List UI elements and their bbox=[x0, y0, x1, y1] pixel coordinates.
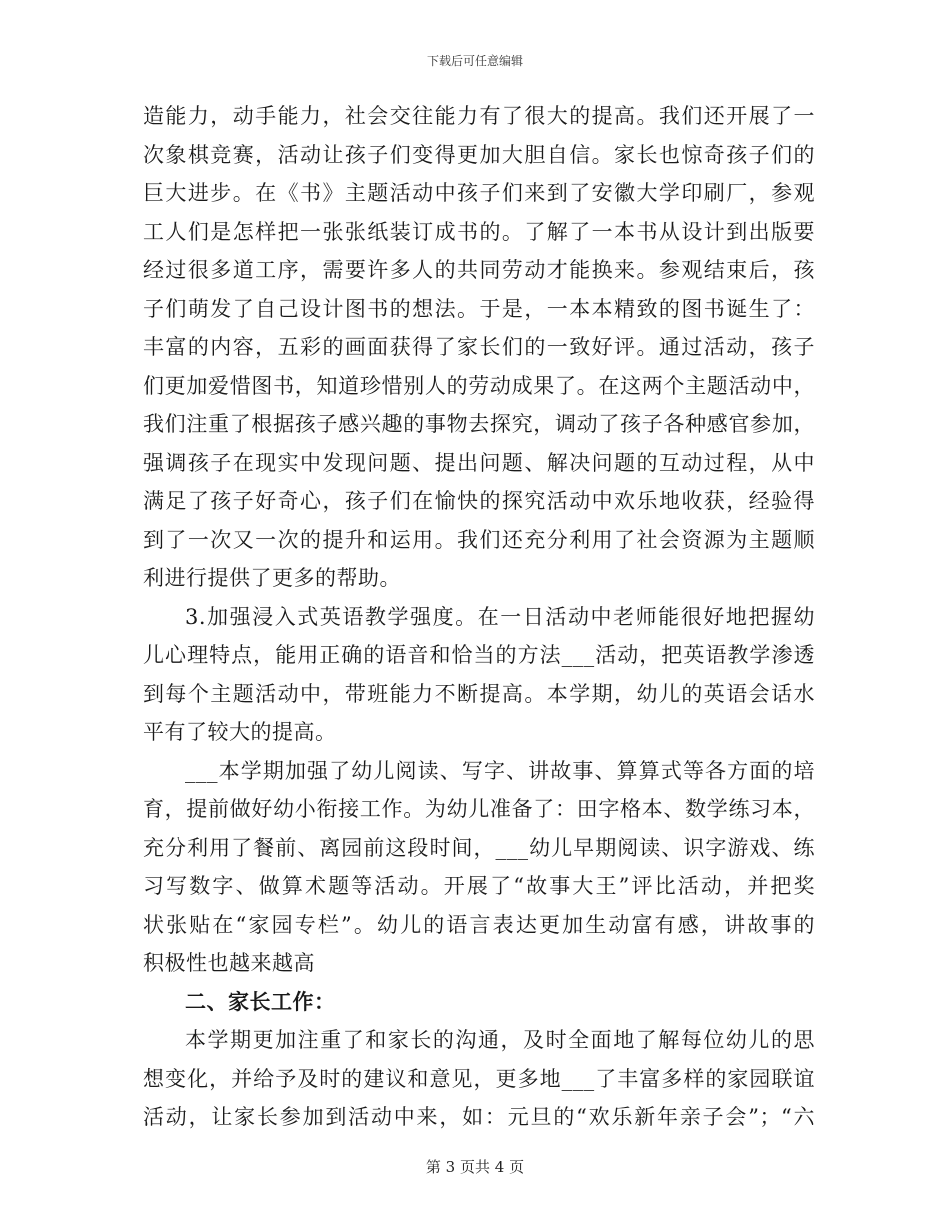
body-line: 状张贴在“家园专栏”。幼儿的语言表达更加生动富有感，讲故事的 bbox=[143, 912, 815, 937]
body-line: 积极性也越来越高 bbox=[143, 951, 315, 975]
document-body bbox=[143, 97, 815, 1137]
page-header: 下载后可任意编辑 bbox=[426, 54, 523, 68]
body-line: 工人们是怎样把一张张纸装订成书的。了解了一本书从设计到出版要 bbox=[143, 219, 815, 244]
body-line: 儿心理特点，能用正确的语音和恰当的方法___活动，把英语教学渗透 bbox=[143, 643, 815, 667]
section-heading: 二、家长工作： bbox=[185, 988, 336, 1014]
body-line: 育，提前做好幼小衔接工作。为幼儿准备了：田字格本、数学练习本， bbox=[143, 797, 815, 821]
body-line: 本学期更加注重了和家长的沟通，及时全面地了解每位幼儿的思 bbox=[185, 1028, 815, 1052]
body-line: 次象棋竞赛，活动让孩子们变得更加大胆自信。家长也惊奇孩子们的 bbox=[143, 142, 815, 167]
body-line: ___本学期加强了幼儿阅读、写字、讲故事、算算式等各方面的培 bbox=[185, 758, 815, 783]
body-line: 经过很多道工序，需要许多人的共同劳动才能换来。参观结束后，孩 bbox=[143, 258, 815, 282]
body-line: 到了一次又一次的提升和运用。我们还充分利用了社会资源为主题顺 bbox=[143, 527, 815, 552]
body-line: 我们注重了根据孩子感兴趣的事物去探究，调动了孩子各种感官参加， bbox=[143, 412, 815, 436]
body-line: 强调孩子在现实中发现问题、提出问题、解决问题的互动过程，从中 bbox=[143, 450, 815, 475]
body-line: 子们萌发了自己设计图书的想法。于是，一本本精致的图书诞生了： bbox=[143, 296, 815, 321]
body-line: 巨大进步。在《书》主题活动中孩子们来到了安徽大学印刷厂，参观 bbox=[143, 181, 815, 205]
body-line: 们更加爱惜图书，知道珍惜别人的劳动成果了。在这两个主题活动中， bbox=[143, 373, 815, 398]
body-line: 3.加强浸入式英语教学强度。在一日活动中老师能很好地把握幼 bbox=[185, 604, 815, 629]
body-line: 想变化，并给予及时的建议和意见，更多地___了丰富多样的家园联谊 bbox=[143, 1066, 815, 1091]
body-line: 满足了孩子好奇心，孩子们在愉快的探究活动中欢乐地收获，经验得 bbox=[143, 489, 815, 513]
body-line: 充分利用了餐前、离园前这段时间，___幼儿早期阅读、识字游戏、练 bbox=[143, 835, 815, 860]
body-line: 习写数字、做算术题等活动。开展了“故事大王”评比活动，并把奖 bbox=[143, 874, 815, 898]
body-line: 到每个主题活动中，带班能力不断提高。本学期，幼儿的英语会话水 bbox=[143, 681, 815, 706]
body-line: 活动，让家长参加到活动中来，如：元旦的“欢乐新年亲子会”；“六 bbox=[143, 1105, 815, 1129]
page-footer: 第 3 页共 4 页 bbox=[425, 1158, 525, 1176]
body-line: 造能力，动手能力，社会交往能力有了很大的提高。我们还开展了一 bbox=[143, 104, 815, 128]
body-line: 平有了较大的提高。 bbox=[143, 720, 337, 744]
body-line: 丰富的内容，五彩的画面获得了家长们的一致好评。通过活动，孩子 bbox=[143, 335, 815, 359]
body-line: 利进行提供了更多的帮助。 bbox=[143, 566, 401, 590]
